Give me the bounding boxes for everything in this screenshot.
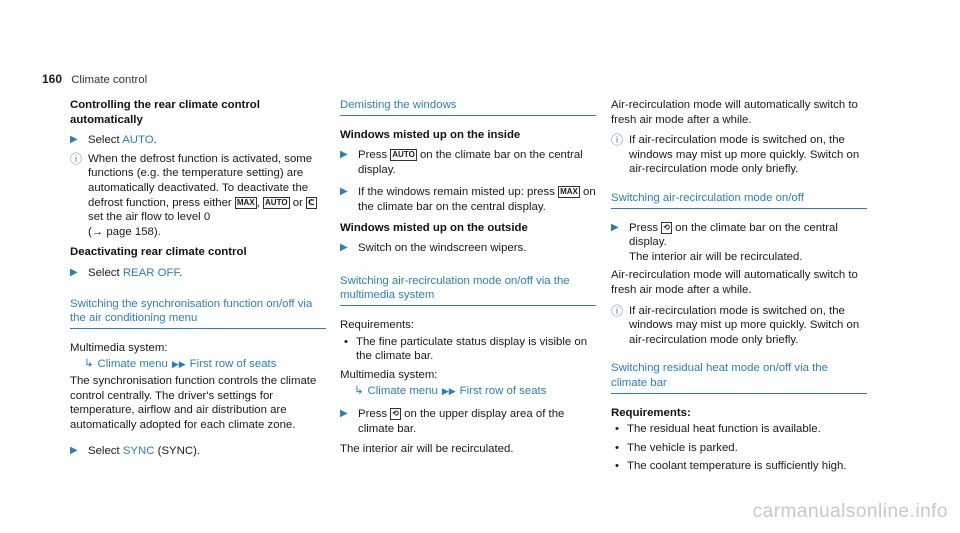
step-arrow-icon: ▶ — [70, 134, 78, 146]
column-3 — [611, 98, 867, 478]
page-reference[interactable]: (→ page 158). — [88, 225, 161, 238]
requirement-item: • The residual heat function is available. — [615, 423, 821, 436]
note-recirc: ⓘ If air-recirculation mode is switched on, the windows may mist up more quickly. Switch on air-recirculation mode only briefly. — [611, 133, 860, 176]
climate-menu-link[interactable]: Climate menu — [367, 385, 438, 398]
requirement-item: • The coolant temperature is sufficiently high. — [615, 460, 847, 473]
climate-menu-link[interactable]: Climate menu — [97, 358, 168, 371]
column-2 — [340, 98, 596, 463]
heading-recirc-onoff: Switching air-recirculation mode on/off — [611, 191, 867, 209]
multimedia-label: Multimedia system: — [70, 341, 168, 354]
recirc-auto-switch: Air-recirculation mode will automatically switch to fresh air mode after a while. — [611, 99, 858, 126]
step-press-recirc-bar: ▶ Press ⟲ on the climate bar on the central display. The interior air will be recirculated. — [611, 221, 838, 263]
step-press-auto: ▶ Press AUTO on the climate bar on the central display. — [340, 149, 583, 176]
note-recirc-2: ⓘ If air-recirculation mode is switched on, the windows may mist up more quickly. Switch on air-recirculation mode only briefly. — [611, 303, 860, 346]
bullet-icon: • — [615, 460, 619, 473]
step-select-auto: ▶ Select AUTO. — [70, 134, 157, 147]
heading-demisting: Demisting the windows — [340, 98, 596, 116]
menu-path — [340, 384, 596, 399]
step-arrow-icon: ▶ — [340, 407, 348, 419]
heading-recirc-multimedia: Switching air-recirculation mode on/off via the multimedia system — [340, 274, 596, 306]
info-icon: ⓘ — [70, 151, 83, 166]
step-arrow-icon: ▶ — [70, 266, 78, 278]
multimedia-label: Multimedia system: — [340, 368, 438, 381]
auto-icon: AUTO — [392, 150, 415, 160]
first-row-link[interactable]: First row of seats — [459, 385, 547, 398]
menu-path — [70, 357, 326, 372]
bullet-icon: • — [615, 423, 619, 436]
requirement-item: • The vehicle is parked. — [615, 441, 738, 454]
section-title: Climate control — [71, 74, 148, 86]
step-arrow-icon: ▶ — [340, 149, 348, 161]
defrost-max-icon: MAX — [560, 187, 578, 197]
menu-path-hook-icon: ↳ — [84, 358, 94, 371]
recirc-auto-switch-2: Air-recirculation mode will automatically switch to fresh air mode after a while. — [611, 269, 858, 296]
heading-deactivate-rear: Deactivating rear climate control — [70, 246, 247, 259]
first-row-link[interactable]: First row of seats — [189, 358, 277, 371]
heading-misted-outside: Windows misted up on the outside — [340, 221, 528, 234]
page-number: 160 — [42, 72, 63, 86]
sync-link[interactable]: SYNC — [122, 445, 155, 458]
column-1 — [70, 98, 326, 463]
step-arrow-icon: ▶ — [611, 221, 619, 233]
heading-misted-inside: Windows misted up on the inside — [340, 128, 521, 141]
step-arrow-icon: ▶ — [340, 242, 348, 254]
heading-residual-heat: Switching residual heat mode on/off via the climate bar — [611, 361, 867, 393]
heading-rear-auto: Controlling the rear climate control automatically — [70, 99, 260, 126]
heading-sync: Switching the synchronisation function on/off via the air conditioning menu — [70, 297, 326, 329]
step-press-max: ▶ If the windows remain misted up: press MAX on the climate bar on the central display. — [340, 186, 596, 213]
step-select-rear-off: ▶ Select REAR OFF. — [70, 266, 183, 279]
auto-icon: AUTO — [265, 197, 288, 207]
step-press-recirc: ▶ Press ⟲ on the upper display area of the climate bar. — [340, 407, 565, 435]
requirement-item: • The fine particulate status display is visible on the climate bar. — [344, 335, 588, 363]
defrost-max-icon: MAX — [236, 197, 255, 207]
note-defrost: ⓘ When the defrost function is activated, some functions (e.g. the temperature setting) are automatically deactivated. To deactivate the defrost function, press either MAX , AUTO or ᕦ set the air flow to level 0 (→ page 158). — [70, 151, 315, 238]
step-select-sync: ▶ Select SYNC (SYNC). — [70, 445, 201, 458]
step-wipers: ▶ Switch on the windscreen wipers. — [340, 242, 527, 255]
watermark: carmanualsonline.info — [752, 501, 948, 522]
requirements-label: Requirements: — [340, 318, 415, 331]
rear-off-link[interactable]: REAR OFF — [122, 266, 180, 279]
bullet-icon: • — [615, 441, 619, 454]
path-separator-icon: ▶▶ — [441, 386, 456, 397]
page-header — [42, 72, 322, 88]
info-icon: ⓘ — [611, 133, 624, 148]
path-separator-icon: ▶▶ — [171, 359, 186, 370]
recirculation-icon: ⟲ — [392, 408, 399, 418]
menu-path-hook-icon: ↳ — [354, 385, 364, 398]
auto-link[interactable]: AUTO — [122, 134, 154, 147]
recirc-result: The interior air will be recirculated. — [340, 443, 514, 456]
requirements-label: Requirements: — [611, 406, 691, 419]
bullet-icon: • — [344, 335, 348, 348]
recirculation-icon: ⟲ — [663, 222, 670, 232]
fan-icon: ᕦ — [308, 197, 315, 207]
info-icon: ⓘ — [611, 303, 624, 318]
sync-description: The synchronisation function controls the climate control centrally. The driver's settings for temperature, airflow and air distribution are automatically adopted for each climate zone. — [70, 374, 317, 431]
step-arrow-icon: ▶ — [70, 445, 78, 457]
step-arrow-icon: ▶ — [340, 186, 348, 198]
